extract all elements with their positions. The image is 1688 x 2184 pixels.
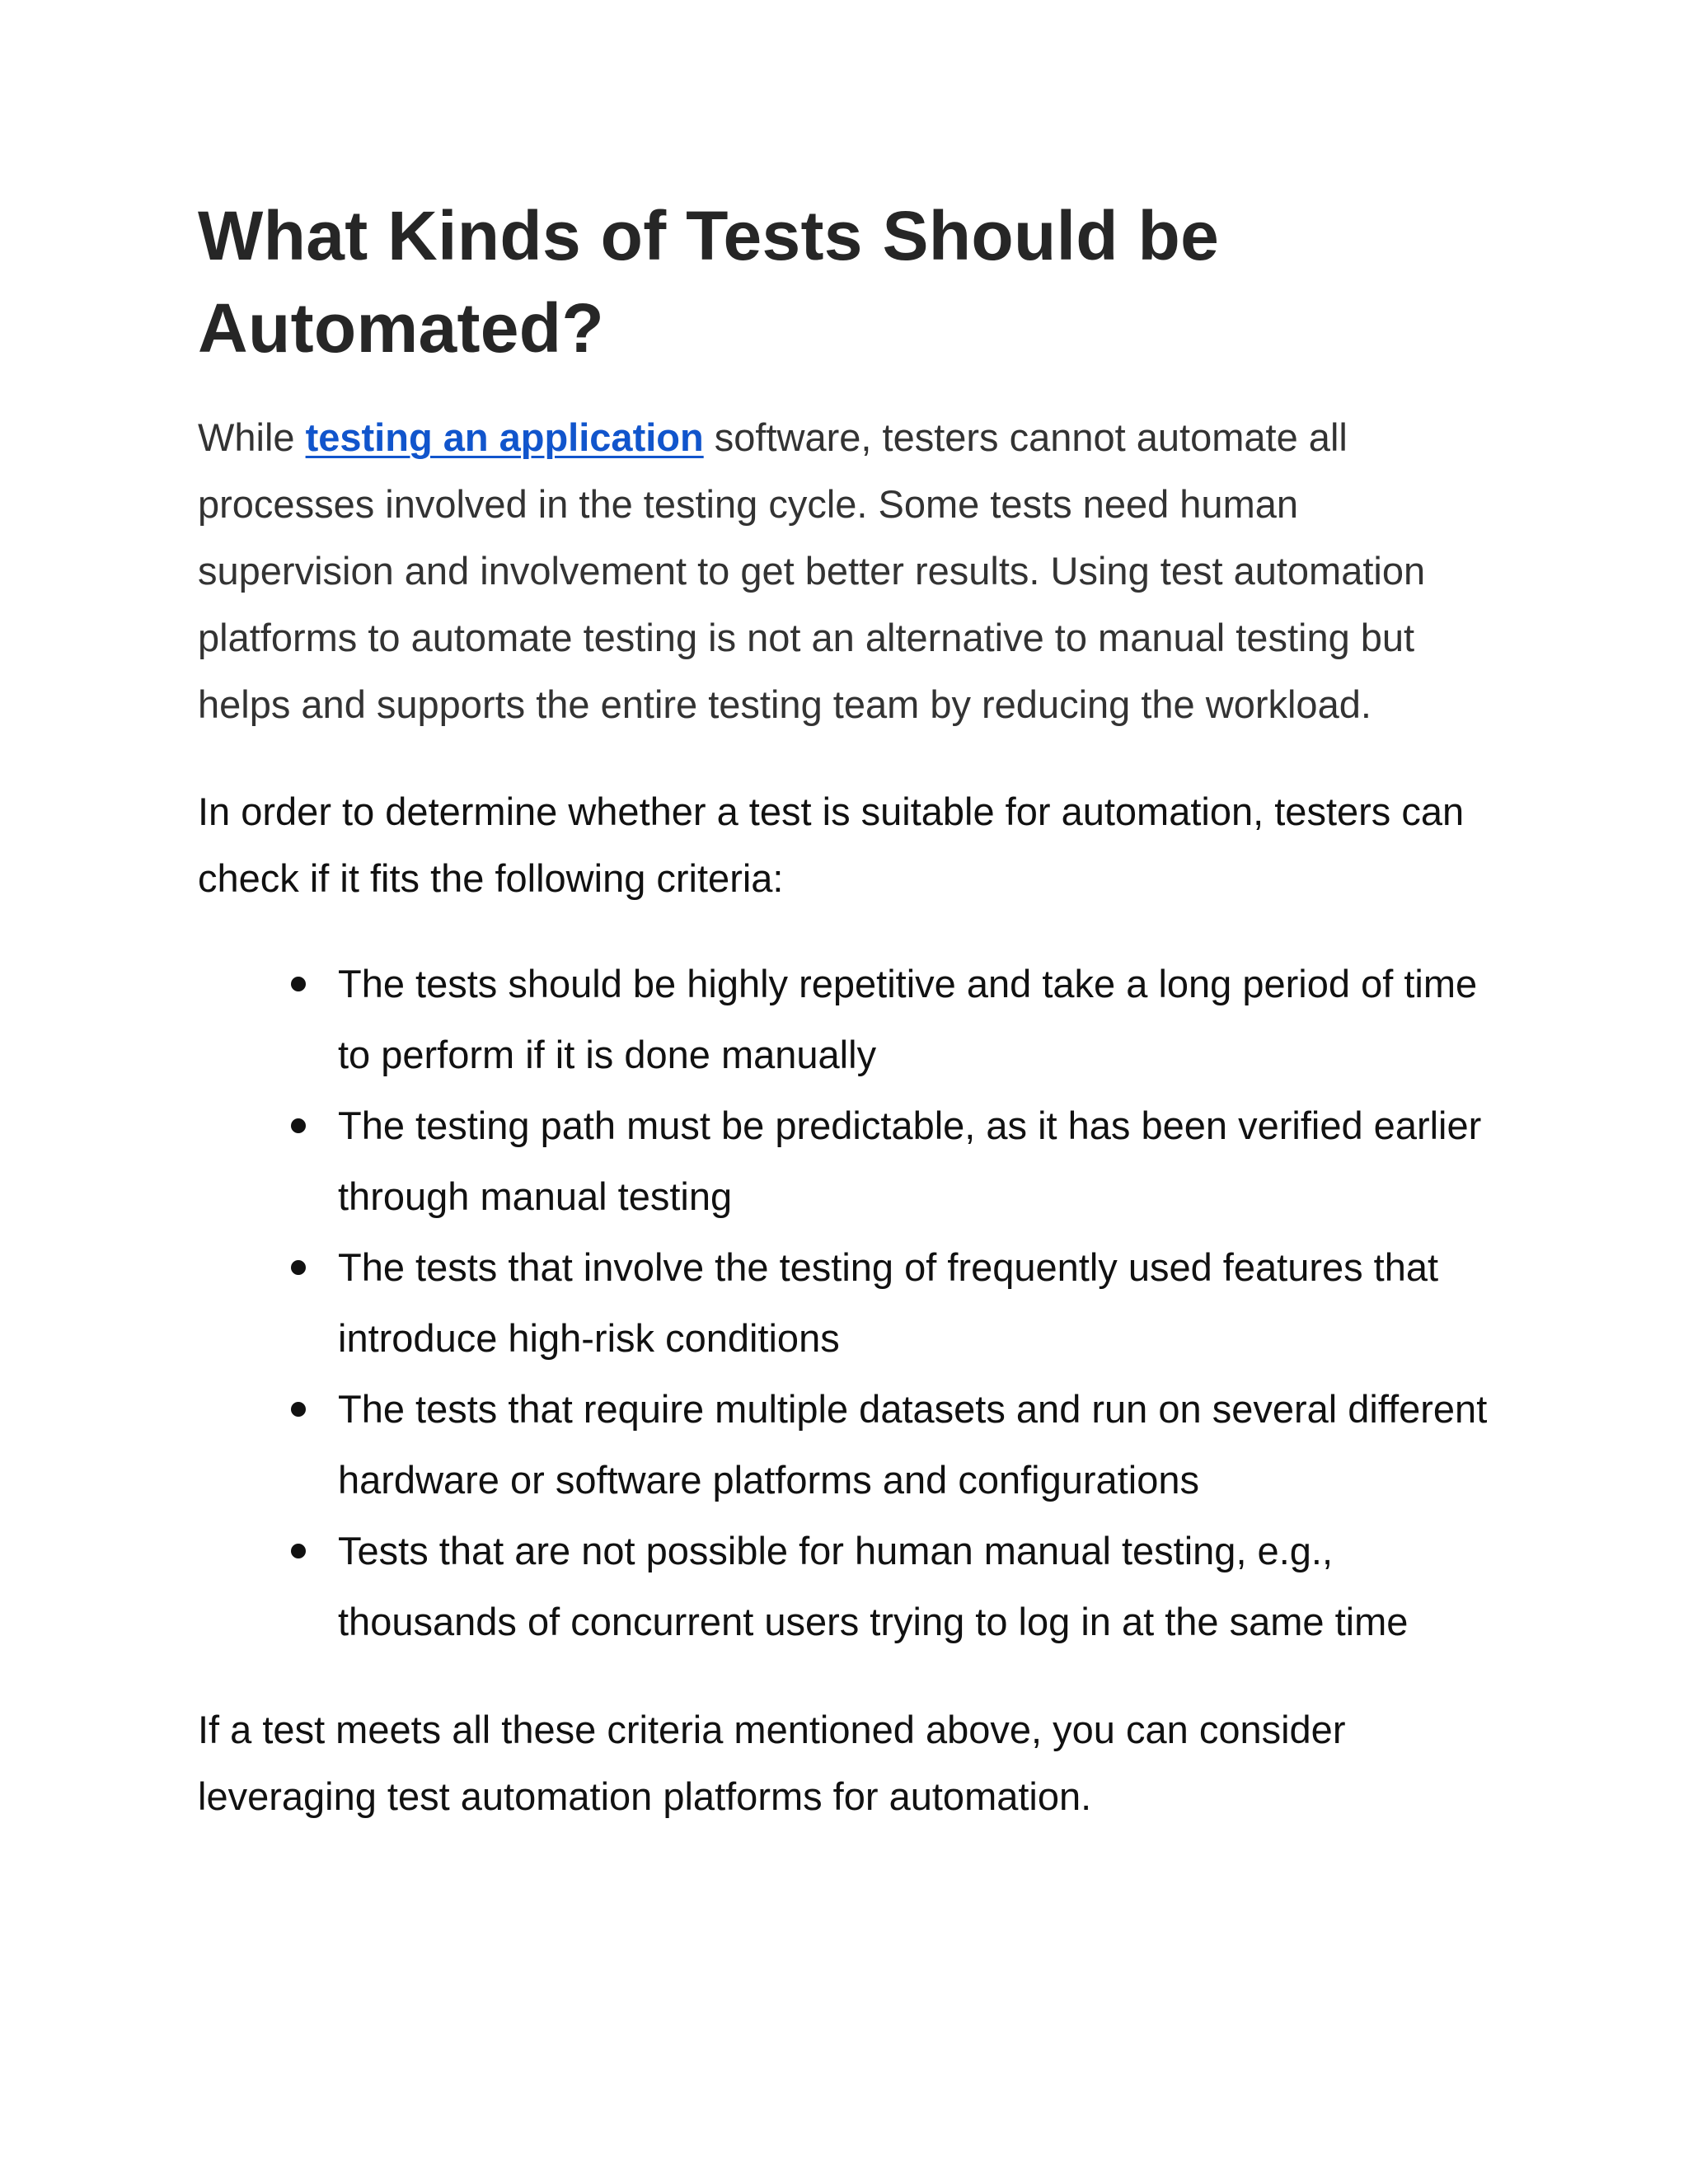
intro-paragraph xyxy=(198,404,1500,738)
bullet-icon xyxy=(291,1544,306,1558)
bullet-icon xyxy=(291,1118,306,1133)
list-item xyxy=(198,1516,1500,1657)
list-item xyxy=(198,1374,1500,1516)
bullet-icon xyxy=(291,1402,306,1417)
list-item xyxy=(198,949,1500,1090)
conclusion-paragraph: If a test meets all these criteria mentioned above, you can consider leveraging test automation platforms for automation. xyxy=(198,1708,1346,1818)
list-item xyxy=(198,1090,1500,1232)
intro-body-text: software, testers cannot automate all processes involved in the testing cycle. Some tests need human supervision and involvement to get better results. Using test automation platforms to automate testing is not an alternative to manual testing but helps and supports the entire testing team by reducing the workload. xyxy=(198,415,1426,726)
criteria-intro-paragraph: In order to determine whether a test is suitable for automation, testers can check if it fits the following criteria: xyxy=(198,790,1465,900)
list-item-text: The tests that require multiple datasets and run on several different hardware or software platforms and configurations xyxy=(338,1387,1488,1502)
list-item xyxy=(198,1232,1500,1374)
list-item-text: The tests that involve the testing of frequently used features that introduce high-risk conditions xyxy=(338,1245,1439,1360)
list-item-text: The testing path must be predictable, as it has been verified earlier through manual testing xyxy=(338,1104,1482,1218)
bullet-icon xyxy=(291,1260,306,1275)
document-page xyxy=(198,190,1500,1830)
testing-application-link[interactable]: testing an application xyxy=(305,415,704,459)
page-title: What Kinds of Tests Should be Automated? xyxy=(198,197,1220,367)
intro-lead-text: While xyxy=(198,415,306,459)
list-item-text: Tests that are not possible for human manual testing, e.g., thousands of concurrent users trying to log in at the same time xyxy=(338,1529,1409,1643)
bullet-icon xyxy=(291,977,306,991)
list-item-text: The tests should be highly repetitive and take a long period of time to perform if it is done manually xyxy=(338,962,1478,1076)
criteria-list xyxy=(198,949,1500,1657)
